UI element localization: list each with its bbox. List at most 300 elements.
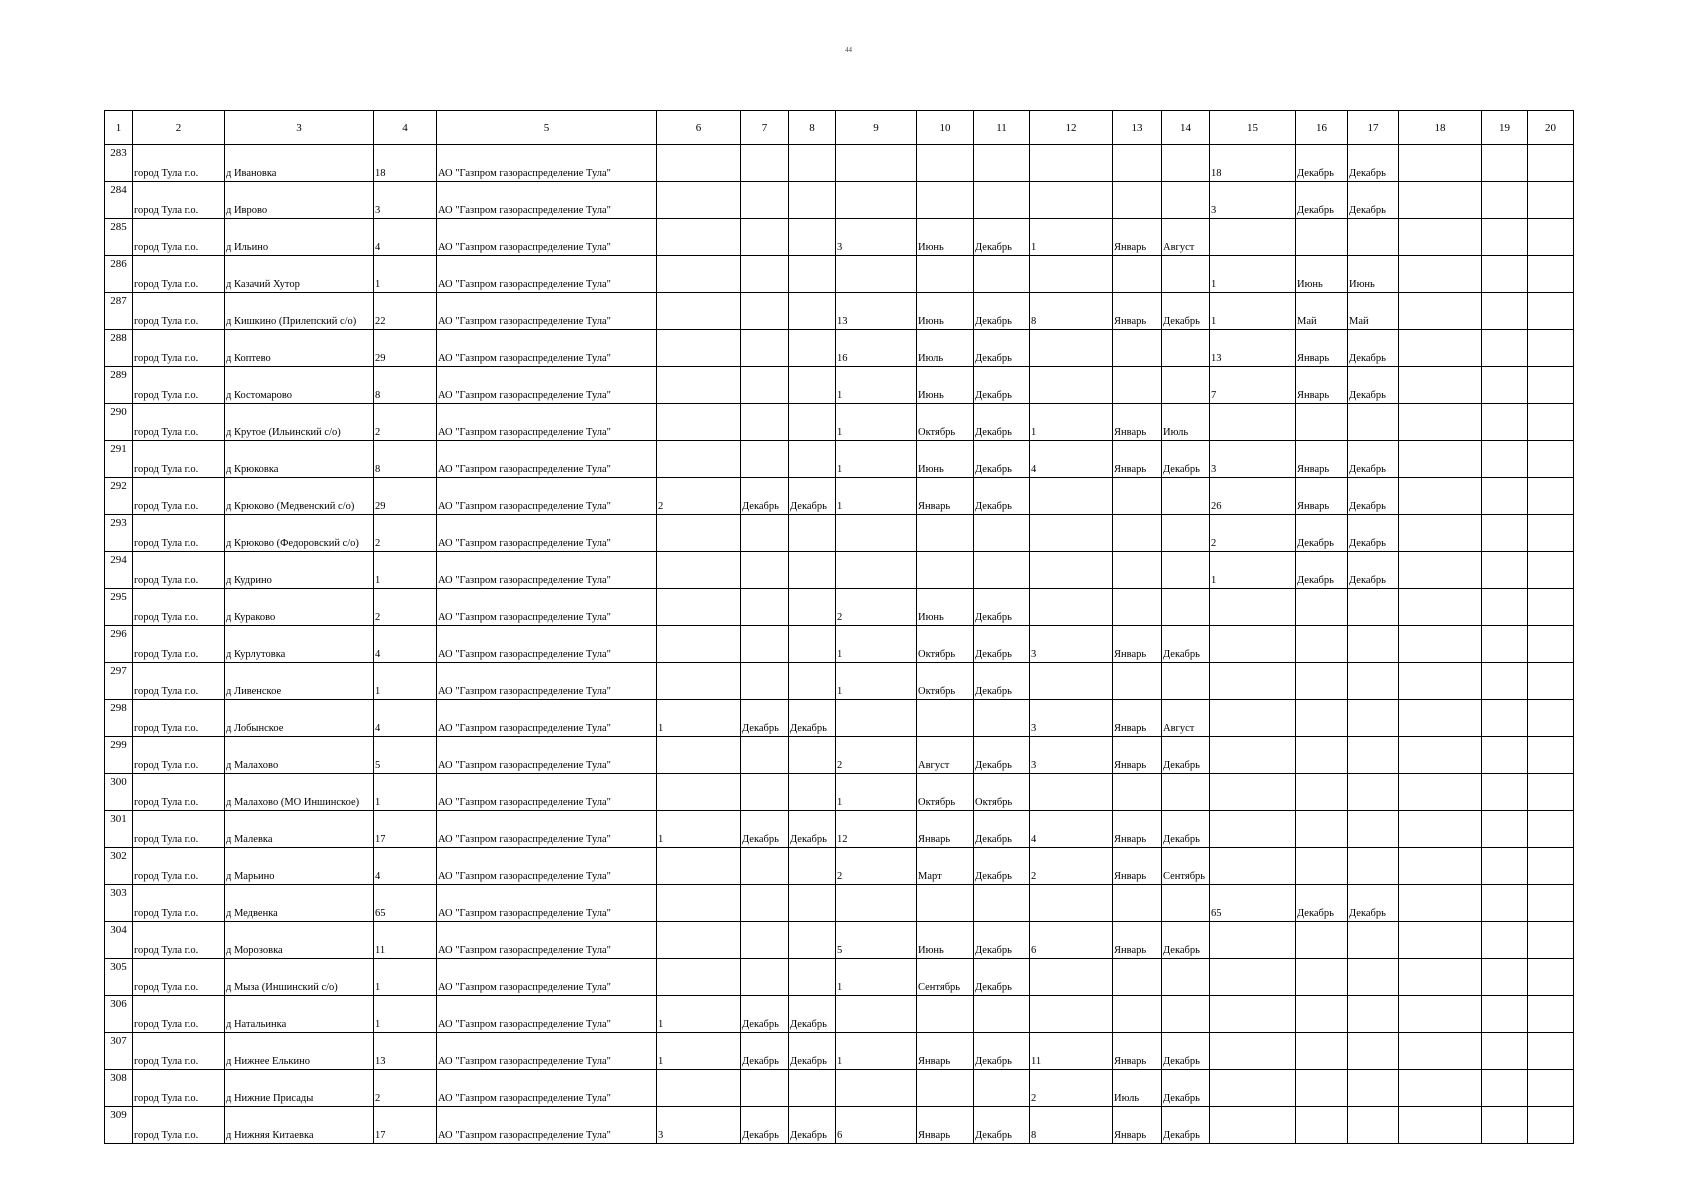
table-cell: 1 (374, 552, 437, 589)
table-cell (1482, 293, 1528, 330)
page-number: 44 (845, 46, 852, 54)
table-cell (789, 219, 836, 256)
table-cell (789, 367, 836, 404)
table-cell (1399, 367, 1482, 404)
table-cell: Декабрь (974, 478, 1030, 515)
table-cell: 286 (105, 256, 133, 293)
table-cell: Октябрь (917, 774, 974, 811)
table-cell: город Тула г.о. (133, 478, 225, 515)
table-cell (836, 996, 917, 1033)
table-cell (1399, 922, 1482, 959)
table-cell (1399, 885, 1482, 922)
table-cell (1210, 848, 1296, 885)
table-cell (1528, 145, 1574, 182)
table-cell (1482, 848, 1528, 885)
table-cell (1528, 774, 1574, 811)
table-cell (741, 441, 789, 478)
table-cell (917, 996, 974, 1033)
table-cell: 29 (374, 330, 437, 367)
table-cell: д Морозовка (225, 922, 374, 959)
table-cell: АО "Газпром газораспределение Тула" (437, 626, 657, 663)
table-cell (657, 922, 741, 959)
table-cell: д Нижние Присады (225, 1070, 374, 1107)
table-cell (741, 737, 789, 774)
table-row (105, 404, 1574, 441)
column-header-5: 5 (437, 111, 657, 145)
table-cell: город Тула г.о. (133, 441, 225, 478)
table-cell: д Ивановка (225, 145, 374, 182)
table-cell (917, 182, 974, 219)
table-row (105, 922, 1574, 959)
table-cell (1210, 959, 1296, 996)
table-cell (657, 959, 741, 996)
table-cell (1528, 478, 1574, 515)
table-cell: Июнь (917, 367, 974, 404)
table-cell: 1 (1210, 293, 1296, 330)
table-cell: 300 (105, 774, 133, 811)
table-cell: Январь (1113, 848, 1162, 885)
table-cell (1030, 774, 1113, 811)
table-cell (1113, 589, 1162, 626)
table-cell (657, 774, 741, 811)
table-cell (1399, 515, 1482, 552)
table-cell: Декабрь (1348, 367, 1399, 404)
table-cell: 302 (105, 848, 133, 885)
table-cell: 294 (105, 552, 133, 589)
table-row (105, 219, 1574, 256)
table-cell (1399, 811, 1482, 848)
table-cell (657, 367, 741, 404)
table-cell (1210, 1033, 1296, 1070)
table-cell: 13 (1210, 330, 1296, 367)
table-cell (1162, 959, 1210, 996)
table-cell (1210, 996, 1296, 1033)
table-cell (1348, 404, 1399, 441)
table-cell: Июнь (917, 293, 974, 330)
table-cell: 8 (1030, 1107, 1113, 1144)
table-cell: 296 (105, 626, 133, 663)
table-cell: АО "Газпром газораспределение Тула" (437, 774, 657, 811)
table-cell (1162, 996, 1210, 1033)
table-cell: 1 (836, 663, 917, 700)
table-cell (789, 256, 836, 293)
table-cell: Май (1348, 293, 1399, 330)
table-cell (657, 1070, 741, 1107)
table-cell (1030, 182, 1113, 219)
table-cell: Декабрь (741, 1033, 789, 1070)
table-cell (1348, 626, 1399, 663)
table-cell: 1 (657, 811, 741, 848)
table-cell (1482, 256, 1528, 293)
table-cell: 284 (105, 182, 133, 219)
table-cell (1528, 811, 1574, 848)
table-cell: АО "Газпром газораспределение Тула" (437, 737, 657, 774)
table-cell (1482, 441, 1528, 478)
table-cell: д Казачий Хутор (225, 256, 374, 293)
table-cell: Сентябрь (917, 959, 974, 996)
table-cell (1399, 626, 1482, 663)
table-cell: 3 (657, 1107, 741, 1144)
table-cell (1113, 663, 1162, 700)
table-cell (1296, 922, 1348, 959)
column-header-15: 15 (1210, 111, 1296, 145)
table-cell: Январь (1113, 1107, 1162, 1144)
table-cell (1528, 589, 1574, 626)
table-cell: Декабрь (974, 293, 1030, 330)
table-cell (1399, 589, 1482, 626)
table-cell: АО "Газпром газораспределение Тула" (437, 145, 657, 182)
table-cell (1348, 774, 1399, 811)
table-cell: д Крюково (Федоровский с/о) (225, 515, 374, 552)
table-cell: Январь (1113, 737, 1162, 774)
table-cell (657, 737, 741, 774)
header-row (105, 111, 1574, 145)
table-cell: д Нижняя Китаевка (225, 1107, 374, 1144)
table-cell (1528, 367, 1574, 404)
table-cell: 290 (105, 404, 133, 441)
table-cell (1399, 330, 1482, 367)
table-cell (1482, 1033, 1528, 1070)
table-cell (789, 959, 836, 996)
table-cell: Декабрь (741, 1107, 789, 1144)
table-cell: 3 (1210, 441, 1296, 478)
table-cell (741, 182, 789, 219)
table-cell (1399, 959, 1482, 996)
table-row (105, 1070, 1574, 1107)
table-cell (1348, 700, 1399, 737)
table-cell (1210, 626, 1296, 663)
table-cell (836, 182, 917, 219)
table-cell (1528, 330, 1574, 367)
table-cell: Декабрь (1348, 145, 1399, 182)
table-cell: д Иврово (225, 182, 374, 219)
column-header-2: 2 (133, 111, 225, 145)
table-cell: 1 (1030, 404, 1113, 441)
table-cell (1296, 848, 1348, 885)
table-cell: 2 (836, 589, 917, 626)
table-cell: Декабрь (1296, 885, 1348, 922)
table-cell: 2 (657, 478, 741, 515)
table-cell (1113, 330, 1162, 367)
table-cell: Июль (917, 330, 974, 367)
table-cell: 1 (836, 1033, 917, 1070)
table-row (105, 1033, 1574, 1070)
table-cell (789, 293, 836, 330)
table-cell (1528, 700, 1574, 737)
table-cell (1528, 441, 1574, 478)
table-cell (974, 996, 1030, 1033)
table-cell: Январь (917, 1033, 974, 1070)
table-cell: 26 (1210, 478, 1296, 515)
table-cell (1113, 996, 1162, 1033)
table-cell: АО "Газпром газораспределение Тула" (437, 293, 657, 330)
table-cell (789, 774, 836, 811)
table-cell: Январь (1296, 330, 1348, 367)
table-cell: Январь (1113, 441, 1162, 478)
table-cell: 3 (1030, 700, 1113, 737)
table-cell (1528, 293, 1574, 330)
table-body (105, 145, 1574, 1144)
table-cell: город Тула г.о. (133, 330, 225, 367)
table-cell: 295 (105, 589, 133, 626)
table-cell: 11 (1030, 1033, 1113, 1070)
table-cell: АО "Газпром газораспределение Тула" (437, 811, 657, 848)
table-cell: 1 (374, 996, 437, 1033)
table-cell: АО "Газпром газораспределение Тула" (437, 922, 657, 959)
column-header-19: 19 (1482, 111, 1528, 145)
table-cell: 65 (1210, 885, 1296, 922)
table-cell (741, 367, 789, 404)
table-cell (1162, 515, 1210, 552)
table-cell: АО "Газпром газораспределение Тула" (437, 256, 657, 293)
table-cell (1348, 811, 1399, 848)
table-cell: Декабрь (789, 996, 836, 1033)
table-row (105, 256, 1574, 293)
table-cell: АО "Газпром газораспределение Тула" (437, 330, 657, 367)
table-cell: Сентябрь (1162, 848, 1210, 885)
table-row (105, 145, 1574, 182)
table-cell (1210, 774, 1296, 811)
table-cell (1030, 996, 1113, 1033)
table-cell: Декабрь (1348, 330, 1399, 367)
table-cell (1399, 848, 1482, 885)
table-cell (1482, 145, 1528, 182)
table-cell: Декабрь (974, 737, 1030, 774)
table-cell: Декабрь (974, 330, 1030, 367)
table-cell (789, 182, 836, 219)
table-cell: Декабрь (1162, 922, 1210, 959)
column-header-17: 17 (1348, 111, 1399, 145)
table-cell: 308 (105, 1070, 133, 1107)
table-cell (1296, 589, 1348, 626)
table-row (105, 1107, 1574, 1144)
table-cell (1296, 1107, 1348, 1144)
table-cell: 1 (836, 959, 917, 996)
table-cell: 303 (105, 885, 133, 922)
table-cell (741, 663, 789, 700)
table-cell: Декабрь (1162, 737, 1210, 774)
table-cell (1348, 219, 1399, 256)
table-cell: АО "Газпром газораспределение Тула" (437, 1107, 657, 1144)
table-cell: АО "Газпром газораспределение Тула" (437, 996, 657, 1033)
table-cell (1528, 737, 1574, 774)
table-cell: Декабрь (1162, 1107, 1210, 1144)
table-cell (789, 1070, 836, 1107)
table-cell: Июль (1113, 1070, 1162, 1107)
table-cell: город Тула г.о. (133, 515, 225, 552)
table-cell (1162, 552, 1210, 589)
table-cell (1210, 737, 1296, 774)
table-cell (1030, 663, 1113, 700)
table-cell (1296, 959, 1348, 996)
table-cell (657, 219, 741, 256)
table-row (105, 996, 1574, 1033)
table-cell: 18 (1210, 145, 1296, 182)
table-cell: 1 (1030, 219, 1113, 256)
table-cell (1399, 404, 1482, 441)
table-cell: город Тула г.о. (133, 219, 225, 256)
table-cell: АО "Газпром газораспределение Тула" (437, 552, 657, 589)
table-cell: 1 (374, 663, 437, 700)
table-cell (741, 552, 789, 589)
column-header-14: 14 (1162, 111, 1210, 145)
table-cell (1113, 478, 1162, 515)
table-cell: Январь (1113, 404, 1162, 441)
table-cell: город Тула г.о. (133, 663, 225, 700)
table-cell: Декабрь (1348, 478, 1399, 515)
table-cell: 5 (836, 922, 917, 959)
table-cell (836, 515, 917, 552)
table-cell (1348, 589, 1399, 626)
data-table (104, 110, 1574, 1144)
table-cell: 18 (374, 145, 437, 182)
table-cell: Декабрь (1296, 552, 1348, 589)
table-cell: 5 (374, 737, 437, 774)
table-row (105, 848, 1574, 885)
table-cell (741, 959, 789, 996)
table-cell (1030, 367, 1113, 404)
table-cell (1296, 404, 1348, 441)
table-cell (657, 589, 741, 626)
table-cell: Декабрь (741, 700, 789, 737)
table-cell: 3 (1210, 182, 1296, 219)
table-cell: 1 (836, 626, 917, 663)
column-header-11: 11 (974, 111, 1030, 145)
table-cell (1030, 330, 1113, 367)
table-cell (1162, 663, 1210, 700)
table-cell (1296, 811, 1348, 848)
table-cell (1296, 663, 1348, 700)
table-cell (1399, 663, 1482, 700)
table-cell (1399, 1033, 1482, 1070)
table-cell (1113, 367, 1162, 404)
table-cell: АО "Газпром газораспределение Тула" (437, 182, 657, 219)
table-cell (1348, 663, 1399, 700)
table-cell: Январь (1113, 293, 1162, 330)
table-cell (1528, 996, 1574, 1033)
table-cell (917, 256, 974, 293)
table-cell: АО "Газпром газораспределение Тула" (437, 1070, 657, 1107)
table-cell: Декабрь (1348, 515, 1399, 552)
table-cell (917, 885, 974, 922)
table-cell (1528, 959, 1574, 996)
table-cell (1162, 478, 1210, 515)
table-cell: 292 (105, 478, 133, 515)
table-cell (657, 293, 741, 330)
table-cell: АО "Газпром газораспределение Тула" (437, 700, 657, 737)
table-cell: 288 (105, 330, 133, 367)
table-cell: Март (917, 848, 974, 885)
table-cell (1528, 1033, 1574, 1070)
table-cell (1528, 515, 1574, 552)
table-cell: АО "Газпром газораспределение Тула" (437, 589, 657, 626)
table-cell (917, 145, 974, 182)
table-cell: д Натальинка (225, 996, 374, 1033)
table-row (105, 811, 1574, 848)
table-cell (789, 404, 836, 441)
column-header-1: 1 (105, 111, 133, 145)
table-cell: город Тула г.о. (133, 145, 225, 182)
table-cell: Декабрь (741, 996, 789, 1033)
table-cell: АО "Газпром газораспределение Тула" (437, 663, 657, 700)
table-cell (1030, 589, 1113, 626)
table-cell (836, 256, 917, 293)
table-cell: Декабрь (974, 1033, 1030, 1070)
table-cell: 29 (374, 478, 437, 515)
table-row (105, 515, 1574, 552)
table-cell: 6 (1030, 922, 1113, 959)
table-cell (1113, 145, 1162, 182)
table-cell: д Костомарово (225, 367, 374, 404)
column-header-20: 20 (1528, 111, 1574, 145)
table-row (105, 885, 1574, 922)
table-cell (741, 626, 789, 663)
table-cell: 1 (836, 478, 917, 515)
table-cell (1528, 663, 1574, 700)
table-cell: Декабрь (789, 1033, 836, 1070)
table-cell: АО "Газпром газораспределение Тула" (437, 515, 657, 552)
table-cell (1113, 182, 1162, 219)
table-cell: 17 (374, 811, 437, 848)
table-cell: город Тула г.о. (133, 774, 225, 811)
table-cell (1348, 737, 1399, 774)
table-cell: Август (1162, 700, 1210, 737)
table-cell (1399, 737, 1482, 774)
column-header-13: 13 (1113, 111, 1162, 145)
table-cell (1482, 959, 1528, 996)
table-cell (974, 256, 1030, 293)
table-cell (1399, 182, 1482, 219)
table-cell (1030, 478, 1113, 515)
table-cell (741, 589, 789, 626)
column-header-16: 16 (1296, 111, 1348, 145)
table-cell: Декабрь (1348, 441, 1399, 478)
table-cell: Январь (1113, 922, 1162, 959)
table-cell: 3 (374, 182, 437, 219)
table-cell: 285 (105, 219, 133, 256)
table-cell (1528, 256, 1574, 293)
table-cell (1113, 256, 1162, 293)
table-cell: Декабрь (974, 404, 1030, 441)
table-cell: 11 (374, 922, 437, 959)
table-cell (657, 330, 741, 367)
table-cell: город Тула г.о. (133, 996, 225, 1033)
table-cell (1113, 515, 1162, 552)
table-cell (917, 515, 974, 552)
table-cell (741, 404, 789, 441)
table-cell: 1 (374, 959, 437, 996)
table-cell (836, 552, 917, 589)
table-cell: 297 (105, 663, 133, 700)
table-cell (741, 922, 789, 959)
table-cell (1162, 589, 1210, 626)
table-cell: 2 (1030, 848, 1113, 885)
table-row (105, 774, 1574, 811)
table-cell: Август (1162, 219, 1210, 256)
table-cell (789, 441, 836, 478)
table-cell (1482, 182, 1528, 219)
table-cell (1482, 367, 1528, 404)
column-header-6: 6 (657, 111, 741, 145)
table-row (105, 737, 1574, 774)
table-cell (1162, 145, 1210, 182)
table-cell (1210, 589, 1296, 626)
table-cell: 1 (374, 774, 437, 811)
table-cell: Декабрь (1162, 811, 1210, 848)
table-cell (917, 552, 974, 589)
table-cell (1030, 145, 1113, 182)
table-cell: Январь (1296, 441, 1348, 478)
